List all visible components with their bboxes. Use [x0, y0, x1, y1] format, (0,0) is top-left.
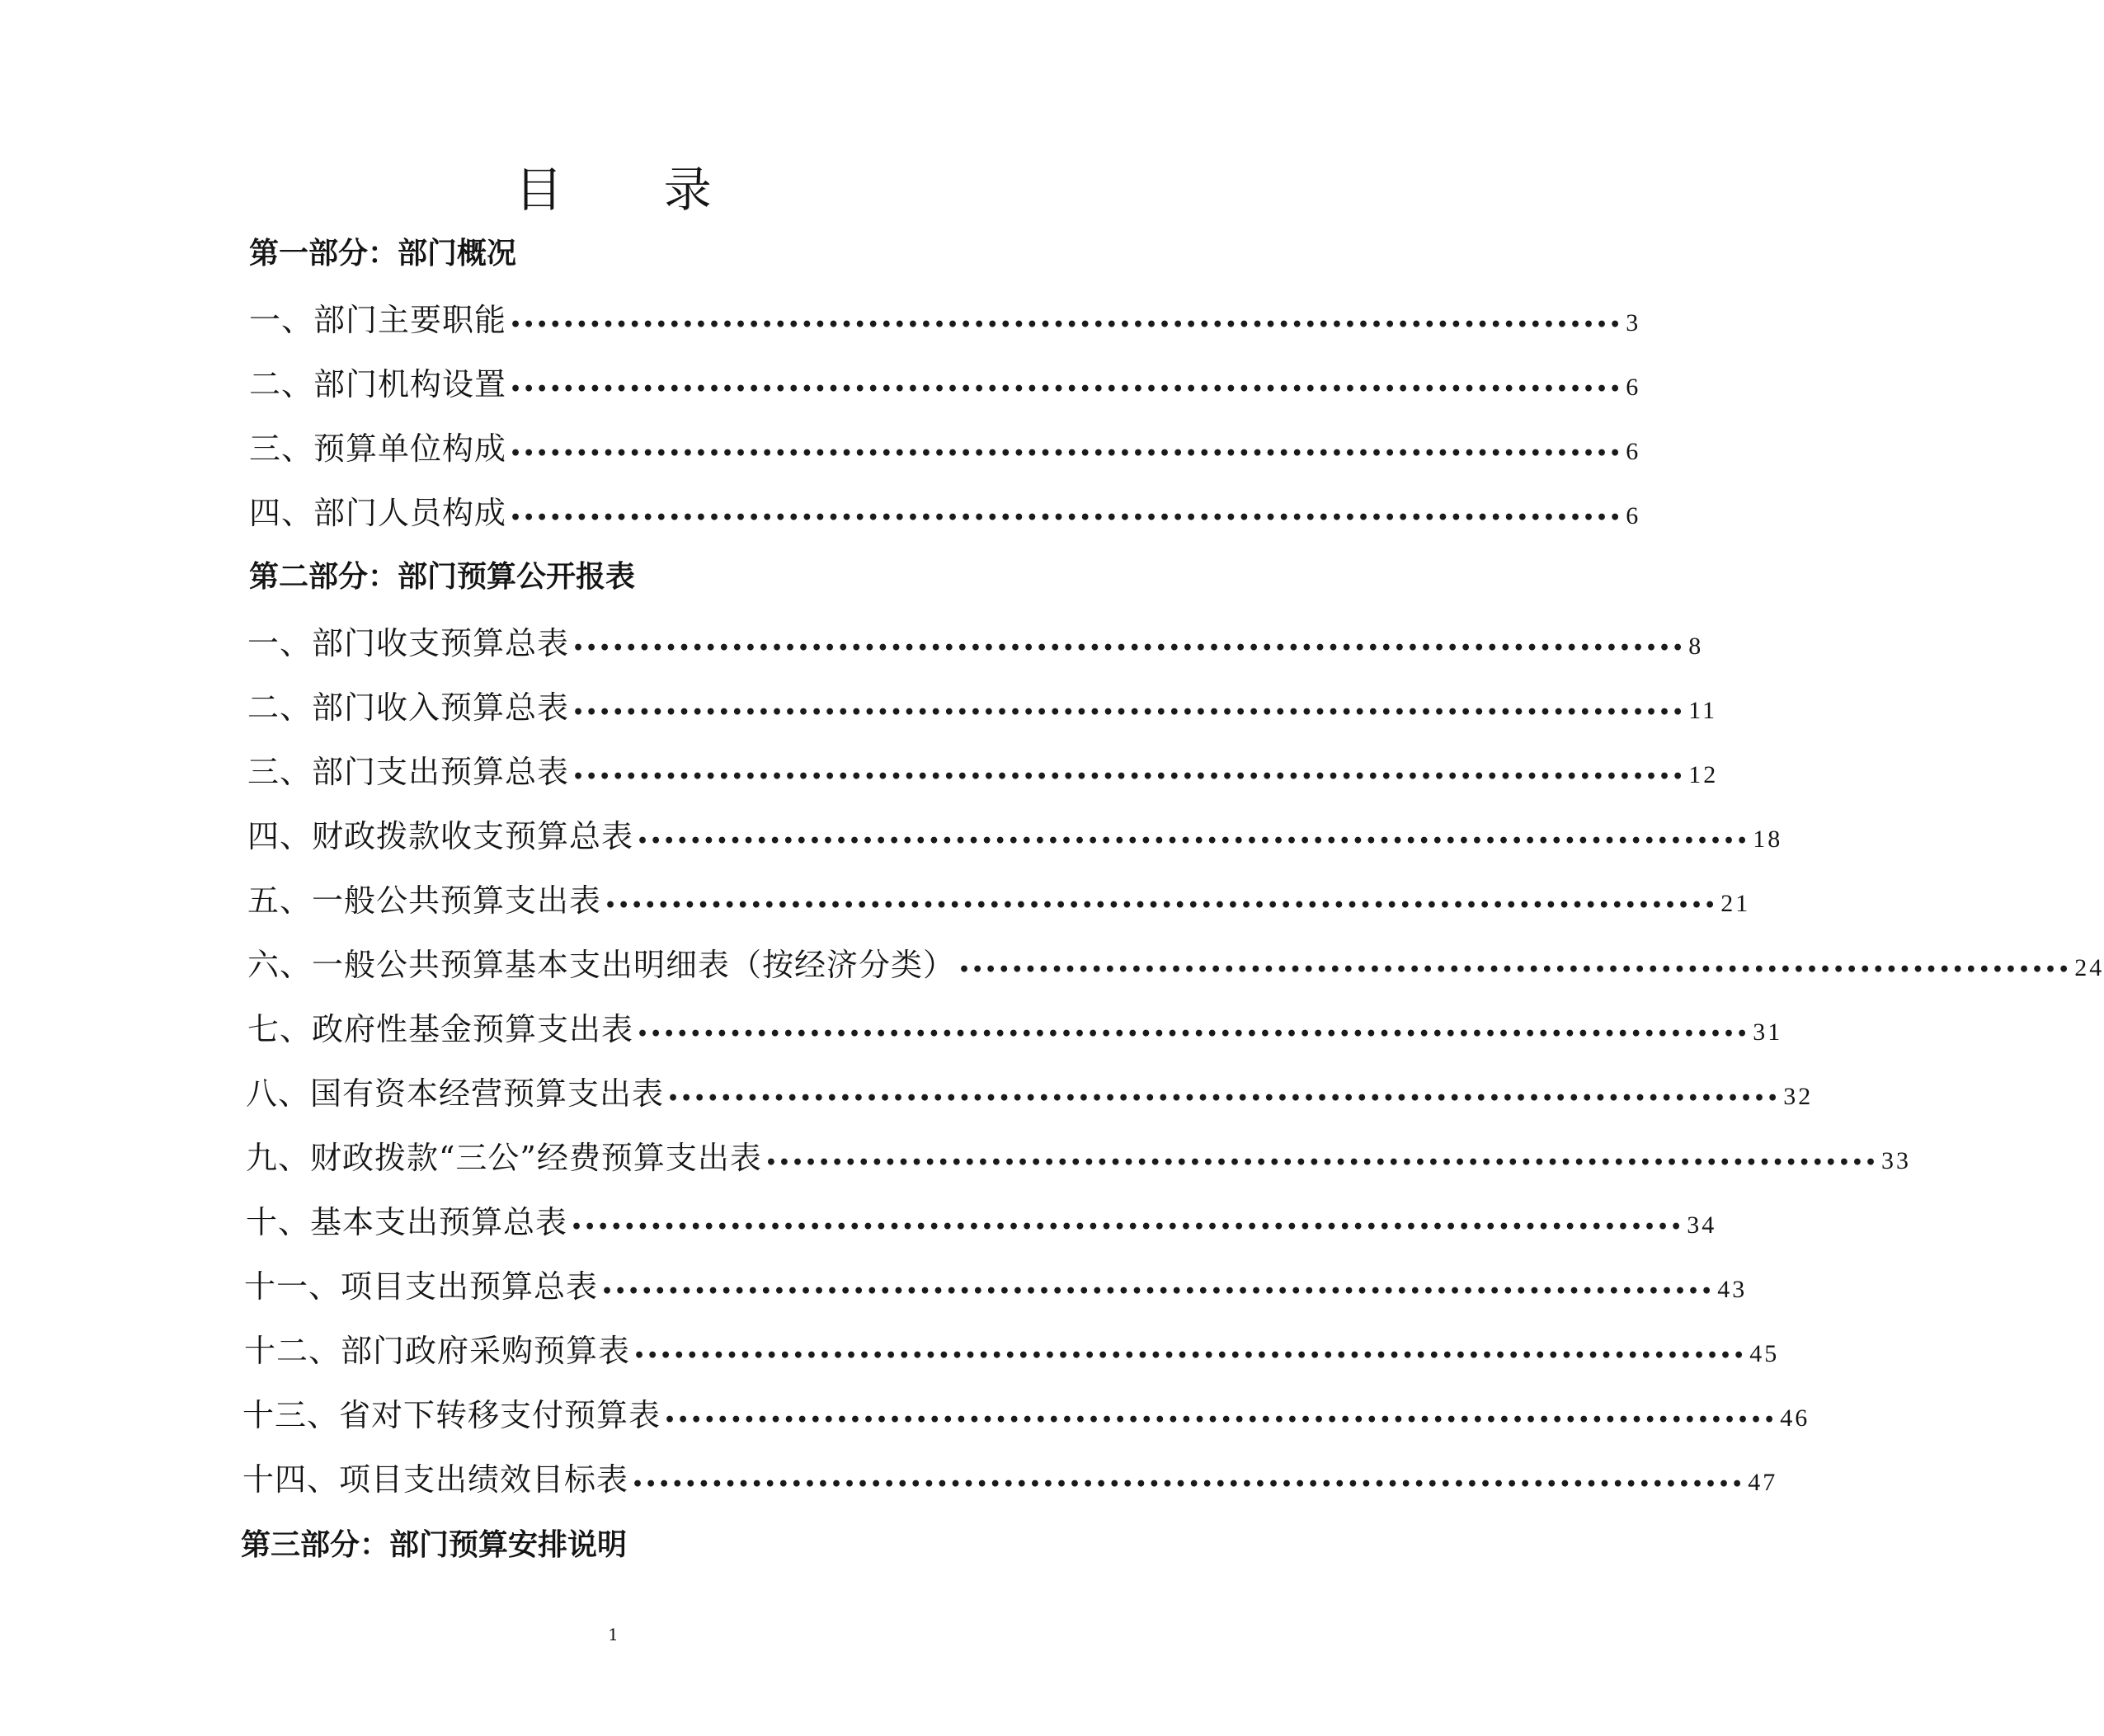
- toc-entry-label: 二、部门收入预算总表: [247, 689, 570, 726]
- toc-entry-page: 31: [1753, 1019, 1783, 1046]
- leader-dots: ••••••••••••••••••••••••••••••••••••••••••••••••••••••••••••••••••••••••••••••••••••: [601, 1281, 1715, 1302]
- toc-entry-page: 6: [1626, 502, 1641, 529]
- toc-entry-label: 三、预算单位构成: [249, 430, 507, 467]
- toc-entry-page: 8: [1688, 633, 1704, 660]
- leader-dots: ••••••••••••••••••••••••••••••••••••••••••••••••••••••••••••••••••••••••••••••••••••: [664, 1409, 1777, 1431]
- toc-entry-label: 一、部门收支预算总表: [247, 625, 570, 661]
- leader-dots: ••••••••••••••••••••••••••••••••••••••••••••••••••••••••••••••••••••••••••••••••••••: [633, 1345, 1747, 1367]
- toc-entry[interactable]: [249, 360, 1641, 409]
- toc-entry-label: 十二、部门政府采购预算表: [244, 1333, 631, 1369]
- toc-entry[interactable]: [247, 619, 1704, 668]
- toc-entry-label: 八、国有资本经营预算支出表: [246, 1075, 665, 1112]
- toc-entry[interactable]: [247, 940, 2104, 990]
- toc-entry[interactable]: [244, 1262, 1748, 1311]
- part-heading: 第一部分：部门概况: [249, 237, 517, 271]
- toc-entry-page: 18: [1753, 826, 1783, 853]
- toc-entry[interactable]: [246, 1069, 1814, 1118]
- toc-entry-page: 21: [1720, 890, 1751, 917]
- part-heading: 第三部分：部门预算安排说明: [241, 1528, 628, 1562]
- leader-dots: ••••••••••••••••••••••••••••••••••••••••••••••••••••••••••••••••••••••••••••••••••••: [571, 1216, 1684, 1238]
- toc-entry[interactable]: [249, 488, 1641, 538]
- toc-entry-label: 六、一般公共预算基本支出明细表（按经济分类）: [247, 947, 956, 983]
- toc-entry-page: 3: [1626, 309, 1641, 336]
- toc-entry-page: 46: [1780, 1404, 1810, 1432]
- toc-entry-label: 九、财政拨款“三公”经费预算支出表: [246, 1140, 762, 1176]
- toc-entry[interactable]: [247, 747, 1719, 797]
- leader-dots: ••••••••••••••••••••••••••••••••••••••••••••••••••••••••••••••••••••••••••••••••••••: [510, 507, 1623, 529]
- toc-entry-page: 11: [1688, 697, 1718, 724]
- leader-dots: ••••••••••••••••••••••••••••••••••••••••••••••••••••••••••••••••••••••••••••••••••••: [637, 1023, 1750, 1045]
- toc-entry-page: 45: [1749, 1340, 1780, 1367]
- toc-entry[interactable]: [247, 683, 1718, 732]
- toc-entry[interactable]: [246, 1133, 1912, 1183]
- leader-dots: ••••••••••••••••••••••••••••••••••••••••••••••••••••••••••••••••••••••••••••••••••••: [510, 443, 1623, 464]
- leader-dots: ••••••••••••••••••••••••••••••••••••••••••••••••••••••••••••••••••••••••••••••••••••: [510, 379, 1623, 400]
- toc-entry[interactable]: [247, 812, 1783, 861]
- toc-entry-page: 12: [1688, 761, 1719, 788]
- toc-entry-page: 43: [1717, 1276, 1748, 1303]
- toc-entry-page: 6: [1626, 438, 1641, 465]
- toc-entry-label: 二、部门机构设置: [249, 366, 507, 402]
- toc-entry-page: 6: [1626, 374, 1641, 401]
- leader-dots: ••••••••••••••••••••••••••••••••••••••••••••••••••••••••••••••••••••••••••••••••••••: [572, 766, 1686, 788]
- leader-dots: ••••••••••••••••••••••••••••••••••••••••••••••••••••••••••••••••••••••••••••••••••••: [632, 1474, 1745, 1495]
- toc-entry-label: 四、财政拨款收支预算总表: [247, 818, 634, 854]
- toc-entry-page: 47: [1748, 1469, 1778, 1496]
- leader-dots: ••••••••••••••••••••••••••••••••••••••••••••••••••••••••••••••••••••••••••••••••••••: [510, 314, 1623, 336]
- toc-entry-label: 十、基本支出预算总表: [246, 1204, 568, 1240]
- toc-entry-page: 34: [1687, 1211, 1717, 1239]
- toc-entry-page: 33: [1881, 1147, 1912, 1174]
- part-heading: 第二部分：部门预算公开报表: [249, 560, 636, 594]
- leader-dots: ••••••••••••••••••••••••••••••••••••••••••••••••••••••••••••••••••••••••••••••••••••: [605, 895, 1718, 916]
- toc-entry-page: 32: [1783, 1083, 1814, 1110]
- toc-entry-label: 一、部门主要职能: [249, 302, 507, 338]
- toc-entry-page: 24: [2074, 954, 2104, 981]
- leader-dots: ••••••••••••••••••••••••••••••••••••••••••••••••••••••••••••••••••••••••••••••••••••: [958, 959, 2072, 981]
- toc-entry-label: 十三、省对下转移支付预算表: [242, 1397, 661, 1433]
- leader-dots: ••••••••••••••••••••••••••••••••••••••••••••••••••••••••••••••••••••••••••••••••••••: [637, 830, 1750, 852]
- leader-dots: ••••••••••••••••••••••••••••••••••••••••••••••••••••••••••••••••••••••••••••••••••••: [667, 1088, 1781, 1109]
- toc-entry-label: 十一、项目支出预算总表: [244, 1268, 599, 1305]
- toc-entry[interactable]: [246, 1197, 1717, 1247]
- toc-entry-label: 三、部门支出预算总表: [247, 754, 570, 790]
- toc-entry-label: 五、一般公共预算支出表: [247, 882, 602, 919]
- leader-dots: ••••••••••••••••••••••••••••••••••••••••••••••••••••••••••••••••••••••••••••••••••••: [572, 637, 1686, 659]
- toc-entry[interactable]: [247, 876, 1751, 925]
- toc-entry-label: 四、部门人员构成: [249, 495, 507, 531]
- toc-entry[interactable]: [249, 295, 1641, 345]
- toc-entry[interactable]: [244, 1326, 1780, 1376]
- toc-entry[interactable]: [249, 424, 1641, 473]
- toc-entry-label: 七、政府性基金预算支出表: [247, 1011, 634, 1047]
- toc-entry[interactable]: [242, 1455, 1778, 1504]
- leader-dots: ••••••••••••••••••••••••••••••••••••••••••••••••••••••••••••••••••••••••••••••••••••: [765, 1152, 1879, 1174]
- toc-entry-label: 十四、项目支出绩效目标表: [242, 1461, 629, 1498]
- page-number: 1: [608, 1625, 619, 1644]
- toc-title: 目 录: [515, 162, 755, 218]
- toc-entry[interactable]: [242, 1390, 1810, 1440]
- leader-dots: ••••••••••••••••••••••••••••••••••••••••••••••••••••••••••••••••••••••••••••••••••••: [572, 702, 1686, 723]
- toc-entry[interactable]: [247, 1004, 1783, 1054]
